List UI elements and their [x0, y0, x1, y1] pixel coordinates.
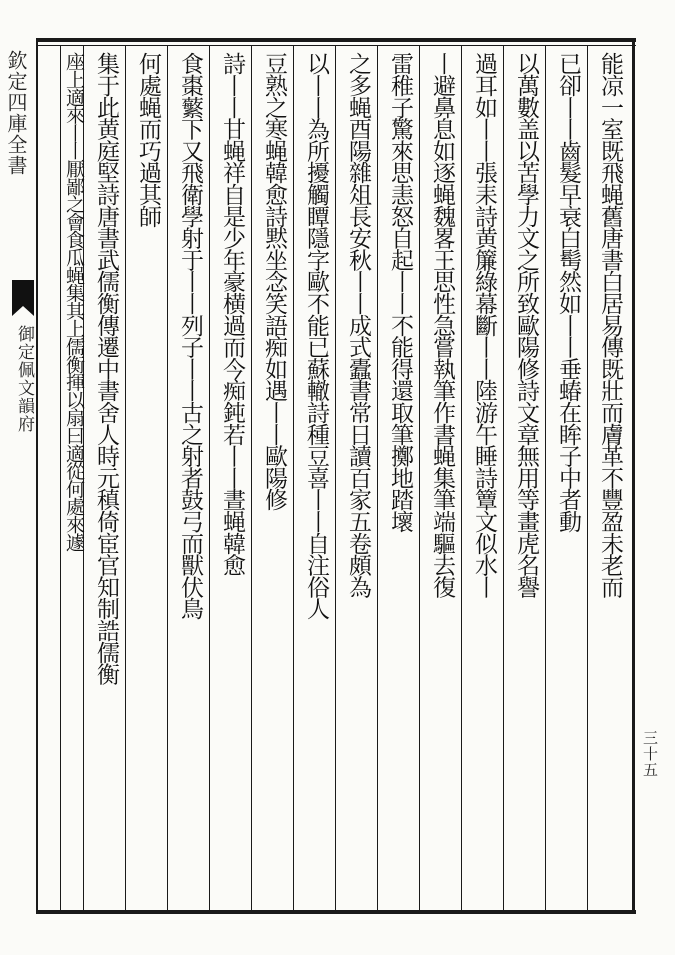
text-column: 集于此黄庭堅詩唐書武儒衡傳遷中書舍人時元稹倚宦官知制誥儒衡	[93, 52, 119, 685]
text-column: 以丨丨為所擾觸瞫隱字歐不能已蘇轍詩種豆喜丨丨自注俗人	[303, 52, 329, 619]
top-border	[36, 38, 636, 42]
book-title: 御定佩文韻府	[14, 325, 34, 433]
text-column: 之多蝇酉陽雜俎長安秋丨丨成式蠹書常日讀百家五卷頗為	[345, 52, 371, 598]
text-column: 能凉一室既飛蝇舊唐書白居易傳既壯而膚革不豐盈未老而	[597, 52, 623, 598]
page-number: 三十五	[641, 730, 659, 778]
text-column: 已卻丨丨齒髮早衰白髩然如丨丨垂蝽在眸子中者動	[555, 52, 581, 532]
right-border	[632, 38, 635, 914]
fish-tail-mark-icon	[12, 280, 34, 316]
col-divider	[60, 45, 61, 910]
text-column: 丨避鼻息如逐蝇魏畧王思性急嘗執筆作書蝇集筆端驅去復	[429, 52, 455, 598]
text-column: 以萬數盖以苦學力文之所致歐陽修詩文章無用等畫虎名譽	[513, 52, 539, 598]
text-column: 座上適來丨丨厭鄙之會食瓜蝇集其上儒衡揮以扇曰適從何處來遽	[63, 52, 85, 551]
text-column: 雷稚子驚來思恚怒自起丨丨不能得還取筆擲地踏壞	[387, 52, 413, 532]
text-column: 詩丨丨甘蝇祥自是少年豪横過而今痴鈍若丨丨晝蝇韓愈	[219, 52, 245, 576]
text-column: 豆熟之寒蝇韓愈詩黙坐念笑語痴如遇丨丨歐陽修	[261, 52, 287, 510]
bottom-border	[36, 910, 636, 914]
book-header-fragment: 欽定四庫全書	[4, 50, 28, 176]
text-column: 過耳如丨丨張耒詩黄簾綠幕斷丨丨陸游午睡詩簟文似水丨	[471, 52, 497, 598]
text-column: 何處蝇而巧過其師	[135, 52, 161, 227]
top-border-inner	[36, 45, 636, 46]
text-column: 食棗蘩下又飛衛學射于丨丨列子丨丨古之射者鼓弓而獸伏鳥	[177, 52, 203, 619]
